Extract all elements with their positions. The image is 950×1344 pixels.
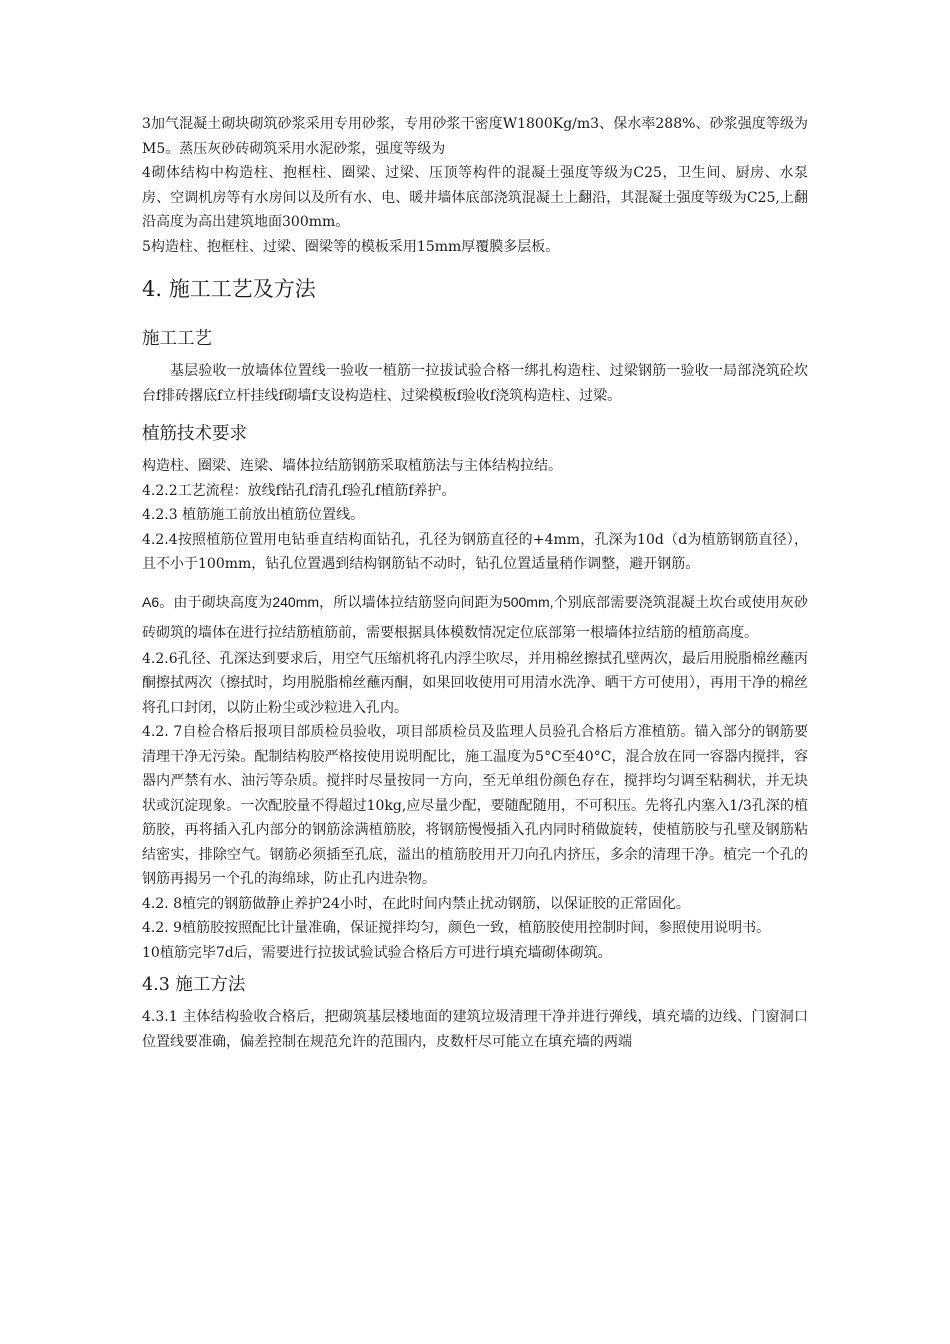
rebar-paragraph-9: 4.2. 9植筋胶按照配比计量准确，保证搅拌均匀，颜色一致，植筋胶使用控制时间，参照使用说明书。 [142,920,771,936]
section-4-heading: 4. 施工工艺及方法 [142,277,316,301]
rebar-paragraph-1: 构造柱、圈梁、连梁、墙体拉结筋钢筋采取植筋法与主体结构拉结。 [142,458,562,474]
rebar-paragraph-8: 4.2. 8植完的钢筋做静止养护24小时，在此时间内禁止扰动钢筋，以保证胶的正常固化。 [142,895,690,912]
rebar-paragraph-3: 4.2.3 植筋施工前放出植筋位置线。 [142,507,365,523]
method-paragraph-4-3-1: 4.3.1 主体结构验收合格后，把砌筑基层楼地面的建筑垃圾清理干净并进行弹线，填充墙的边线、门窗洞口位置线要准确，偏差控制在规范允许的范围内，皮数杆尽可能立在填充墙的两端 [142,1009,808,1050]
rebar-paragraph-7: 4.2. 7自检合格后报项目部质检员验收，项目部质检员及监理人员验孔合格后方准植筋。锚入部分的钢筋要清理干净无污染。配制结构胶严格按使用说明配比，施工温度为5°C至40°C，混合放在同一容器内搅拌，容器内严禁有水、油污等杂质。搅拌时尽量按同一方向，至无单组份颜色存在，搅拌均匀调至粘稠状，并无块状或沉淀现象。一次配胶量不得超过10kg,应尽量少配，要随配随用，不可积压。先将孔内塞入1/3孔深的植筋胶，再将插入孔内部分的钢筋涂满植筋胶，将钢筋慢慢插入孔内同时稍做旋转，使植筋胶与孔壁及钢筋粘结密实，排除空气。钢筋必须插至孔底，溢出的植筋胶用开刀向孔内挤压，多余的清理干净。植完一个孔的钢筋再揭另一个孔的海绵球，防止孔内进杂物。 [142,724,808,887]
rebar-paragraph-a6: A6。由于砌块高度为240mm，所以墙体拉结筋竖向间距为500mm,个别底部需要浇筑混凝土坎台或使用灰砂砖砌筑的墙体在进行拉结筋植筋前，需要根据具体模数情况定位底部第一根墙体拉结筋的植筋高度。 [142,593,808,640]
paragraph-mortar: 3加气混凝土砌块砌筑砂浆采用专用砂浆，专用砂浆干密度W1800Kg/m3、保水率288%、砂浆强度等级为M5。蒸压灰砂砖砌筑采用水泥砂浆，强度等级为 [142,116,808,157]
section-4-3-heading: 4.3 施工方法 [142,975,246,995]
construction-process-heading: 施工工艺 [142,329,212,349]
paragraph-formwork: 5构造柱、抱框柱、过梁、圈梁等的模板采用15mm厚覆膜多层板。 [142,238,560,255]
rebar-paragraph-6: 4.2.6孔径、孔深达到要求后，用空气压缩机将孔内浮尘吹尽，并用棉丝擦拭孔壁两次，最后用脱脂棉丝蘸丙酮擦拭两次（擦拭时，均用脱脂棉丝蘸丙酮，如果回收使用可用清水洗净、晒干方可使用），再用干净的棉丝将孔口封闭，以防止粉尘或沙粒进入孔内。 [142,650,808,716]
rebar-paragraph-2: 4.2.2工艺流程：放线f钻孔f清孔f验孔f植筋f养护。 [142,482,456,499]
rebar-paragraph-4: 4.2.4按照植筋位置用电钻垂直结构面钻孔，孔径为钢筋直径的+4mm，孔深为10d（d为植筋钢筋直径），且不小于100mm，钻孔位置遇到结构钢筋钻不动时，钻孔位置适量稍作调整，避开钢筋。 [142,531,808,572]
rebar-paragraph-10: 10植筋完毕7d后，需要进行拉拔试验试验合格后方可进行填充墙砌体砌筑。 [142,944,612,961]
rebar-planting-heading: 植筋技术要求 [142,424,247,444]
construction-process-paragraph: 基层验收一放墙体位置线一验收一植筋一拉拔试验合格一绑扎构造柱、过梁钢筋一验收一局部浇筑砼坎台f排砖撂底f立杆挂线f砌墙f支设构造柱、过梁模板f验收f浇筑构造柱、过梁。 [142,363,808,404]
paragraph-concrete-grade: 4砌体结构中构造柱、抱框柱、圈梁、过梁、压顶等构件的混凝土强度等级为C25，卫生间、厨房、水泵房、空调机房等有水房间以及所有水、电、暖井墙体底部浇筑混凝土上翻沿，其混凝土强度等级为C25,上翻沿高度为高出建筑地面300mm。 [142,165,808,230]
